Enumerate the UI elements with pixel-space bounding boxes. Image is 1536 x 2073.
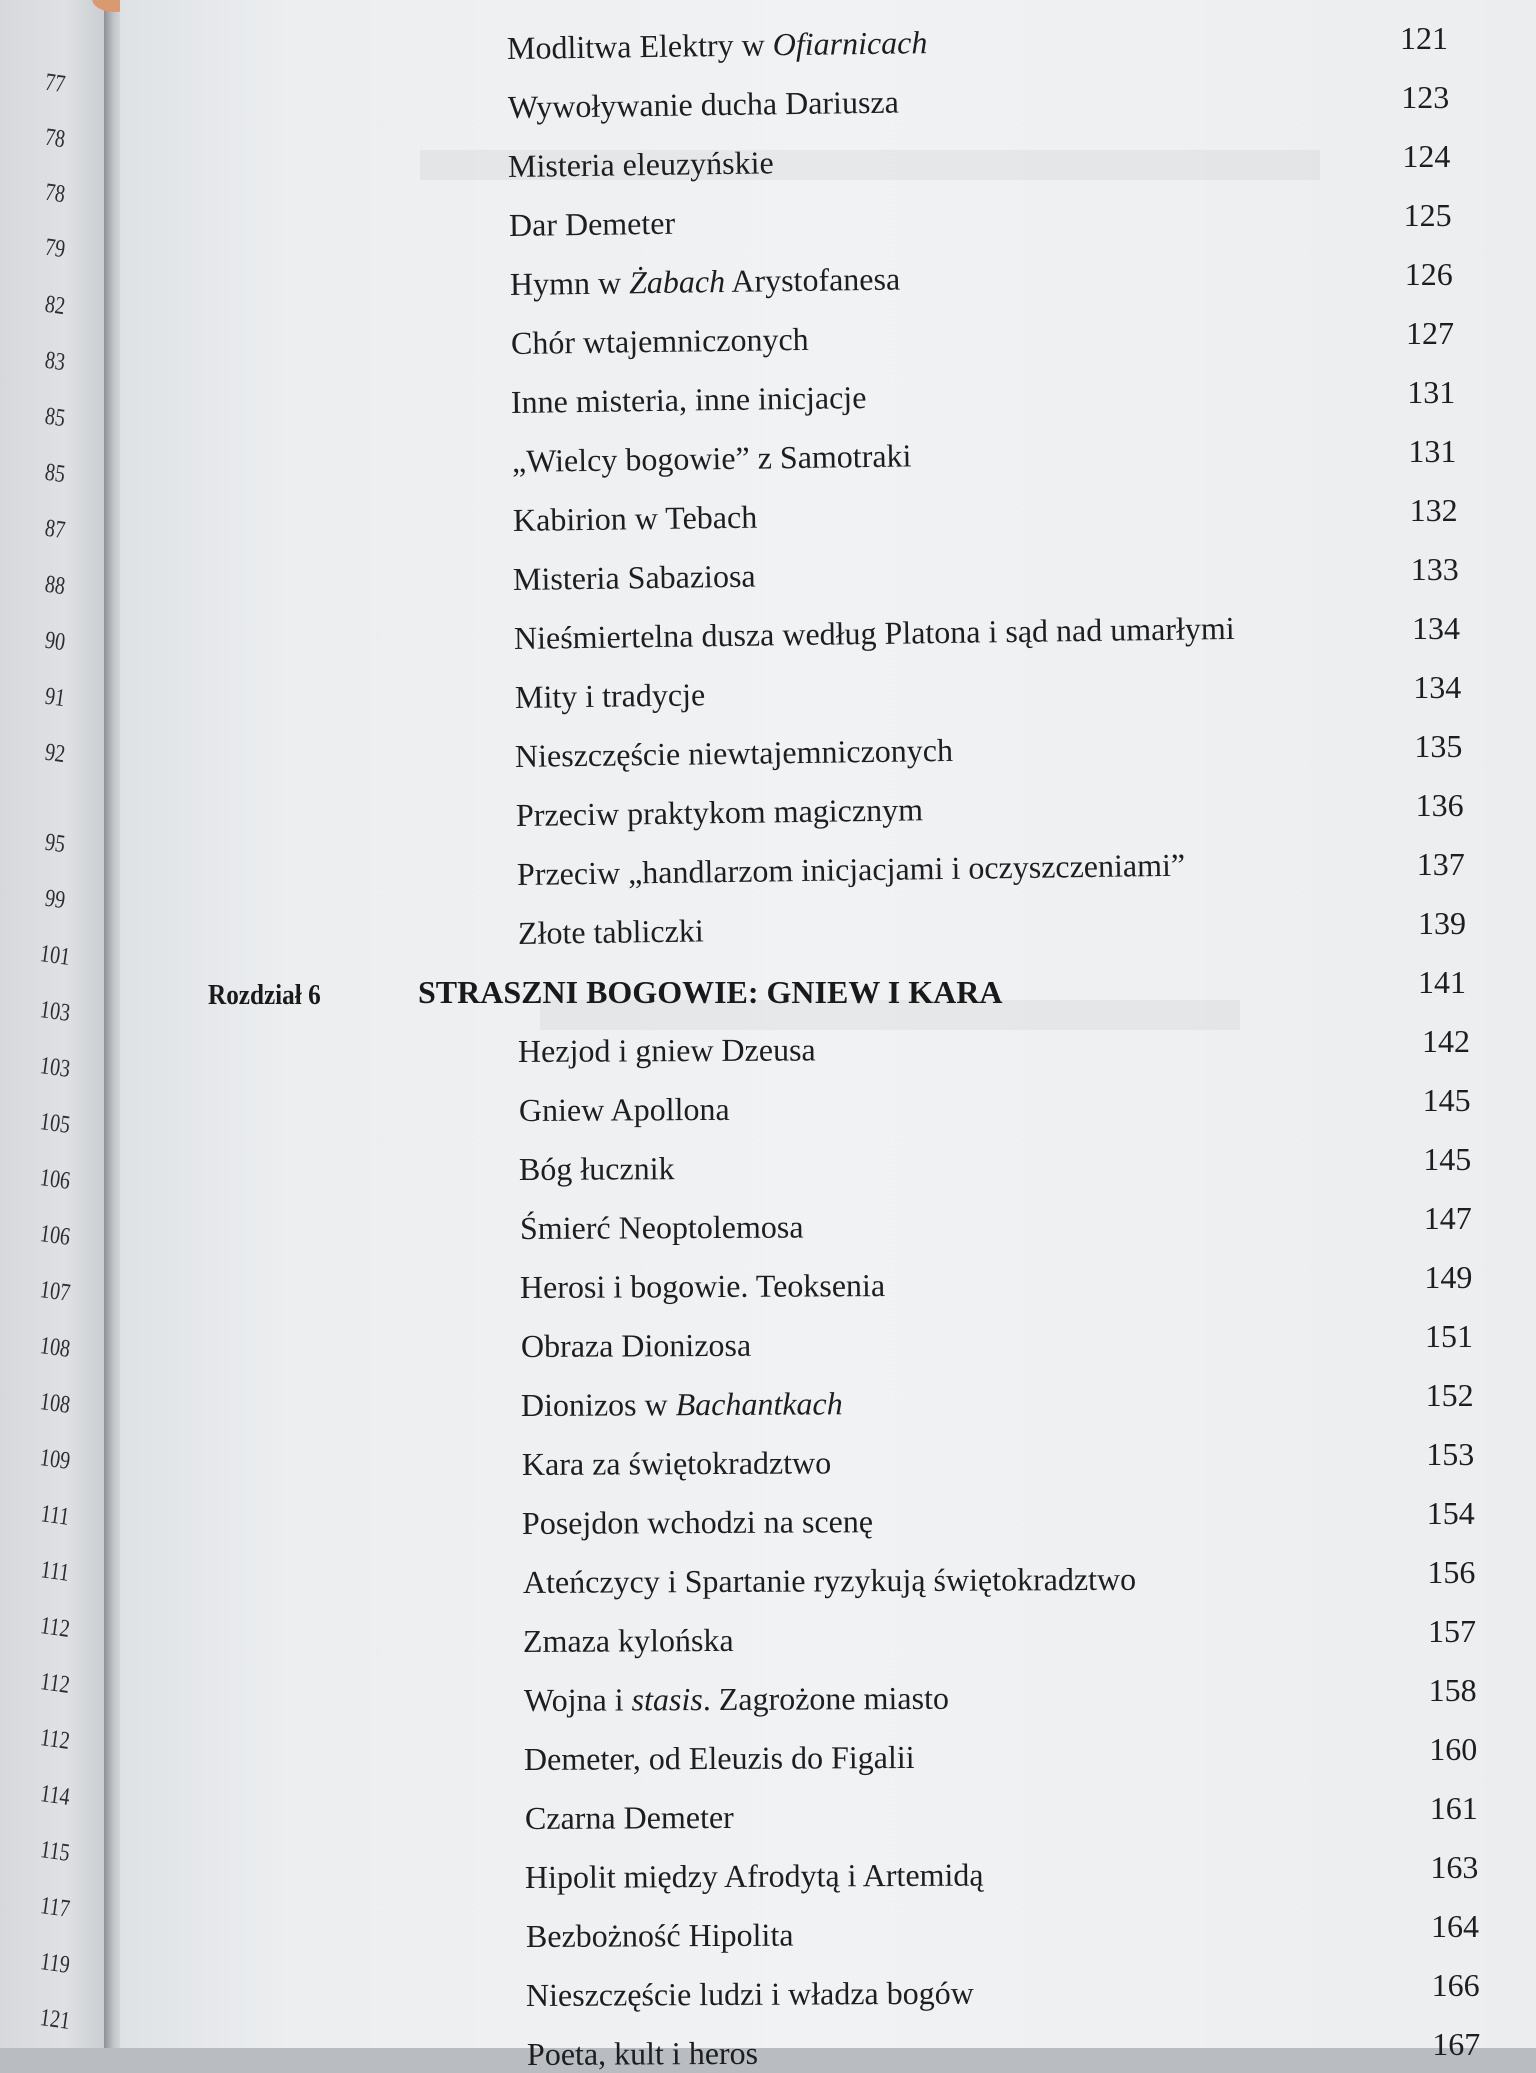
toc-page-number: 136 (1415, 787, 1464, 823)
title-part: Demeter, od Eleuzis do Figalii (523, 1738, 915, 1777)
title-part: Czarna Demeter (524, 1798, 734, 1836)
toc-page-number: 127 (1406, 315, 1454, 351)
title-part: „Wielcy bogowie” z Samotraki (511, 437, 912, 479)
toc-page-number: 123 (1401, 79, 1450, 115)
title-part: Misteria Sabaziosa (513, 557, 757, 597)
toc-entry-title (512, 499, 757, 539)
title-part: Bóg łucznik (518, 1150, 675, 1187)
title-part: Złote tabliczki (517, 912, 704, 951)
title-part: Przeciw praktykom magicznym (515, 791, 924, 833)
toc-entry-title (524, 1739, 915, 1778)
left-page-number: 105 (38, 1108, 72, 1139)
left-page-number: 114 (38, 1780, 72, 1811)
left-page-number: 83 (43, 346, 67, 377)
left-page-number: 112 (38, 1724, 72, 1755)
title-part: Nieśmiertelna dusza według Platona i sąd nad umarłymi (513, 609, 1235, 656)
toc-page-number: 151 (1425, 1318, 1473, 1354)
toc-entry-title (518, 1031, 816, 1070)
chapter-title: STRASZNI BOGOWIE: GNIEW I KARA (418, 974, 1003, 1010)
left-page-number: 112 (38, 1668, 72, 1699)
title-part: Hezjod i gniew Dzeusa (517, 1031, 816, 1069)
toc-entry-title (522, 1561, 1135, 1601)
left-page-number: 103 (38, 996, 72, 1027)
title-part: Poeta, kult i heros (526, 2034, 758, 2072)
title-part: Nieszczęście ludzi i władza bogów (525, 1974, 974, 2013)
left-page-number: 88 (43, 570, 67, 601)
title-part: Herosi i bogowie. Teoksenia (519, 1267, 886, 1305)
toc-entry-title (513, 558, 756, 598)
toc-entry-title (526, 1975, 974, 2014)
left-page-number: 106 (38, 1164, 72, 1195)
title-part: Obraza Dionizosa (520, 1326, 751, 1364)
toc-page-number: 166 (1431, 1967, 1480, 2003)
toc-page-number: 135 (1414, 728, 1463, 764)
toc-entry-title (515, 732, 953, 775)
left-page-number: 108 (38, 1388, 72, 1419)
title-part: Modlitwa Elektry w (506, 26, 773, 66)
left-page-number: 112 (38, 1612, 72, 1643)
title-part: Hymn w (509, 264, 630, 302)
title-part: Misteria eleuzyńskie (508, 144, 775, 184)
title-part: . Zagrożone miasto (702, 1679, 949, 1718)
left-page-number: 95 (43, 828, 67, 859)
left-page-number: 82 (43, 290, 67, 321)
toc-entry-title (517, 912, 703, 952)
left-page-number: 101 (38, 940, 72, 971)
left-page-number: 108 (38, 1332, 72, 1363)
toc-entry-title (512, 437, 912, 480)
toc-entry-title (524, 1799, 733, 1837)
title-part: Posejdon wchodzi na scenę (521, 1503, 874, 1541)
toc-page-number: 158 (1428, 1672, 1477, 1708)
toc-page-number: 132 (1409, 492, 1458, 528)
title-part: Przeciw „handlarzom inicjacjami i oczyszczeniami” (516, 846, 1186, 892)
left-page-number: 121 (38, 2004, 72, 2035)
left-page-number: 99 (43, 884, 67, 915)
toc-page-number: 157 (1428, 1613, 1476, 1649)
title-part: Chór wtajemniczonych (510, 320, 809, 361)
toc-page-number: 139 (1418, 905, 1466, 941)
left-page-number: 87 (43, 514, 67, 545)
toc-page-number: 134 (1412, 610, 1460, 646)
left-page-number: 85 (43, 402, 67, 433)
left-page-number: 78 (43, 178, 67, 209)
toc-page-number: 152 (1425, 1377, 1474, 1413)
title-part: Śmierć Neoptolemosa (519, 1208, 804, 1246)
toc-page-number: 131 (1408, 433, 1457, 469)
title-part: Dar Demeter (508, 204, 676, 243)
toc-entry-title (522, 1503, 873, 1542)
title-part: Ateńczycy i Spartanie ryzykują świętokradztwo (522, 1560, 1136, 1600)
toc-entry-title (509, 205, 676, 244)
title-part: Wojna i (523, 1681, 632, 1718)
toc-entry-title (525, 1857, 984, 1896)
left-page-number: 109 (38, 1444, 72, 1475)
toc-page-number: 145 (1422, 1082, 1471, 1118)
toc-page-number: 131 (1407, 374, 1456, 410)
left-page (0, 0, 108, 2048)
toc-entry-title (514, 676, 705, 716)
toc-entry-title (518, 1091, 729, 1129)
title-part: Wywoływanie ducha Dariusza (507, 83, 899, 125)
toc-entry-title (510, 321, 808, 362)
title-part: Zmaza kylońska (522, 1621, 734, 1659)
toc-entry-title (516, 791, 923, 834)
toc-page-number: 161 (1429, 1790, 1478, 1826)
left-page-number: 119 (38, 1948, 72, 1979)
toc-page-number: 133 (1410, 551, 1459, 587)
left-page-number: 103 (38, 1052, 72, 1083)
toc-page-number: 147 (1423, 1200, 1472, 1236)
left-page-number: 77 (43, 68, 67, 99)
toc-entry-title (507, 84, 898, 126)
title-part: Kabirion w Tebach (512, 498, 758, 538)
left-page-number: 78 (43, 123, 67, 154)
toc-page-number: 154 (1426, 1495, 1475, 1531)
toc-entry-title (521, 1385, 843, 1424)
toc-page-number: 160 (1429, 1731, 1478, 1767)
title-part: Arystofanesa (724, 260, 901, 299)
left-page-number: 106 (38, 1220, 72, 1251)
left-page-number: 90 (43, 626, 67, 657)
toc-entry-title (523, 1680, 948, 1719)
left-page-number: 115 (38, 1836, 72, 1867)
toc-page-number: 163 (1430, 1849, 1479, 1885)
title-part: Hipolit między Afrodytą i Artemidą (524, 1856, 984, 1895)
left-page-number: 91 (43, 682, 67, 713)
toc-entry-title (523, 1622, 734, 1660)
toc-page-number: 125 (1403, 197, 1452, 233)
left-page-number: 92 (43, 738, 67, 769)
toc-entry-title (525, 1917, 793, 1955)
chapter-page-number: 141 (1418, 964, 1466, 1000)
toc-entry-title (519, 1209, 803, 1247)
toc-page-number: 153 (1426, 1436, 1475, 1472)
toc-entry-title (520, 1327, 750, 1365)
title-part: Gniew Apollona (518, 1090, 730, 1128)
italic-title-part: Ofiarnicach (772, 24, 928, 63)
title-part: Inne misteria, inne inicjacje (510, 379, 867, 420)
left-page-number: 111 (39, 1500, 72, 1531)
toc-page-number: 124 (1402, 138, 1451, 174)
italic-title-part: Żabach (628, 262, 726, 301)
toc-page-number: 156 (1427, 1554, 1476, 1590)
chapter-label: Rozdział 6 (208, 980, 321, 1011)
toc-page-number: 137 (1416, 846, 1465, 882)
title-part: Dionizos w (520, 1386, 676, 1423)
left-page-number: 117 (38, 1892, 72, 1923)
italic-title-part: Bachantkach (675, 1385, 843, 1423)
title-part: Bezbożność Hipolita (525, 1916, 794, 1954)
title-part: Kara za świętokradztwo (521, 1444, 831, 1482)
toc-entry-title (520, 1267, 885, 1306)
left-page-number: 107 (38, 1276, 72, 1307)
toc-entry-title (521, 1444, 830, 1483)
toc-entry-title (511, 379, 867, 421)
toc-page-number: 164 (1431, 1908, 1479, 1944)
toc-page-number: 126 (1404, 256, 1453, 292)
toc-page-number: 145 (1423, 1141, 1472, 1177)
toc-page-number: 121 (1400, 20, 1448, 56)
toc-entry-title (526, 2035, 757, 2073)
left-page-number: 85 (43, 458, 67, 489)
toc-entry-title (508, 144, 774, 185)
toc-page-number: 149 (1424, 1259, 1473, 1295)
toc-page-number: 167 (1432, 2026, 1481, 2062)
toc-entry-title (507, 24, 928, 67)
toc-page-number: 142 (1422, 1023, 1470, 1059)
title-part: Mity i tradycje (514, 676, 706, 715)
left-page-number: 79 (43, 233, 67, 264)
title-part: Nieszczęście niewtajemniczonych (515, 731, 954, 774)
toc-entry-title (519, 1150, 675, 1188)
italic-title-part: stasis (631, 1681, 703, 1718)
toc-entry-title (510, 261, 901, 303)
toc-page-number: 134 (1413, 669, 1462, 705)
left-page-number: 111 (39, 1556, 72, 1587)
